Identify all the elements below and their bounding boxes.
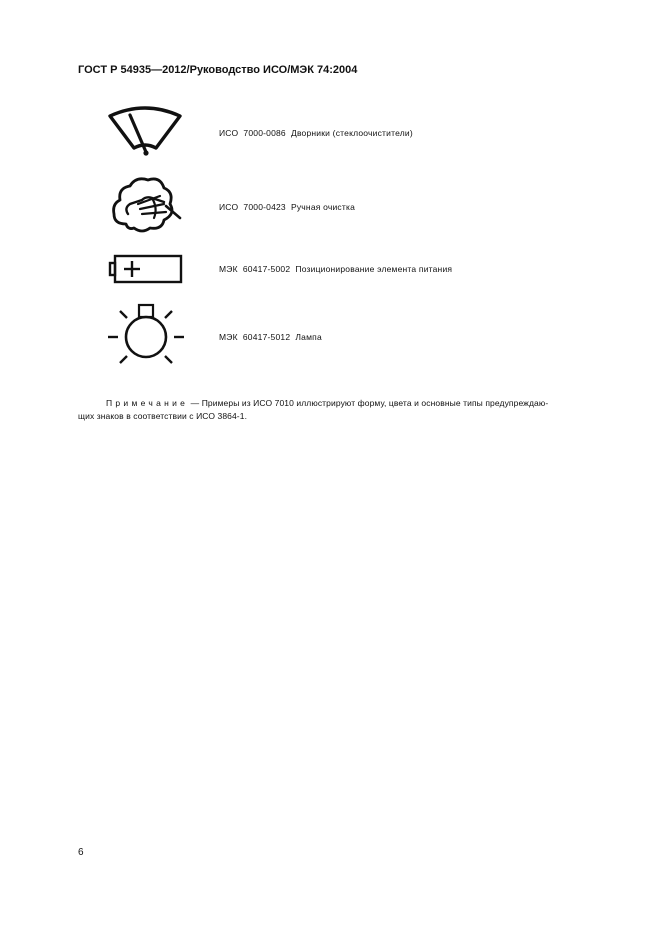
symbol-caption [219,128,413,138]
document-header-title: ГОСТ Р 54935—2012/Руководство ИСО/МЭК 74:2004 [78,64,358,76]
note-paragraph [78,397,618,423]
symbol-standard: МЭК [219,264,238,274]
note-line-1 [78,397,618,410]
note-text: — Примеры из ИСО 7010 иллюстрируют форму, цвета и основные типы предупреждаю- [188,398,549,408]
windscreen-wiper-icon [104,104,186,163]
symbol-standard: ИСО [219,202,239,212]
page-number: 6 [78,847,84,858]
battery-icon [106,252,186,291]
symbol-name: Лампа [295,332,322,342]
symbol-code: 60417-5002 [242,264,291,274]
symbol-name: Ручная очистка [290,202,356,212]
symbol-standard: ИСО [219,128,239,138]
symbol-name: Дворники (стеклоочистители) [290,128,413,138]
symbol-code: 7000-0086 [243,128,286,138]
symbol-caption [219,202,355,212]
manual-cleaning-icon [108,174,184,239]
symbol-code: 60417-5012 [242,332,291,342]
note-line-2: щих знаков в соответствии с ИСО 3864-1. [78,411,248,421]
symbol-caption [219,332,322,342]
symbol-name: Позиционирование элемента питания [295,264,453,274]
symbol-caption [219,264,452,274]
note-label: Примечание [106,398,189,408]
symbol-code: 7000-0423 [243,202,286,212]
symbol-standard: МЭК [219,332,238,342]
lamp-icon [106,302,186,371]
